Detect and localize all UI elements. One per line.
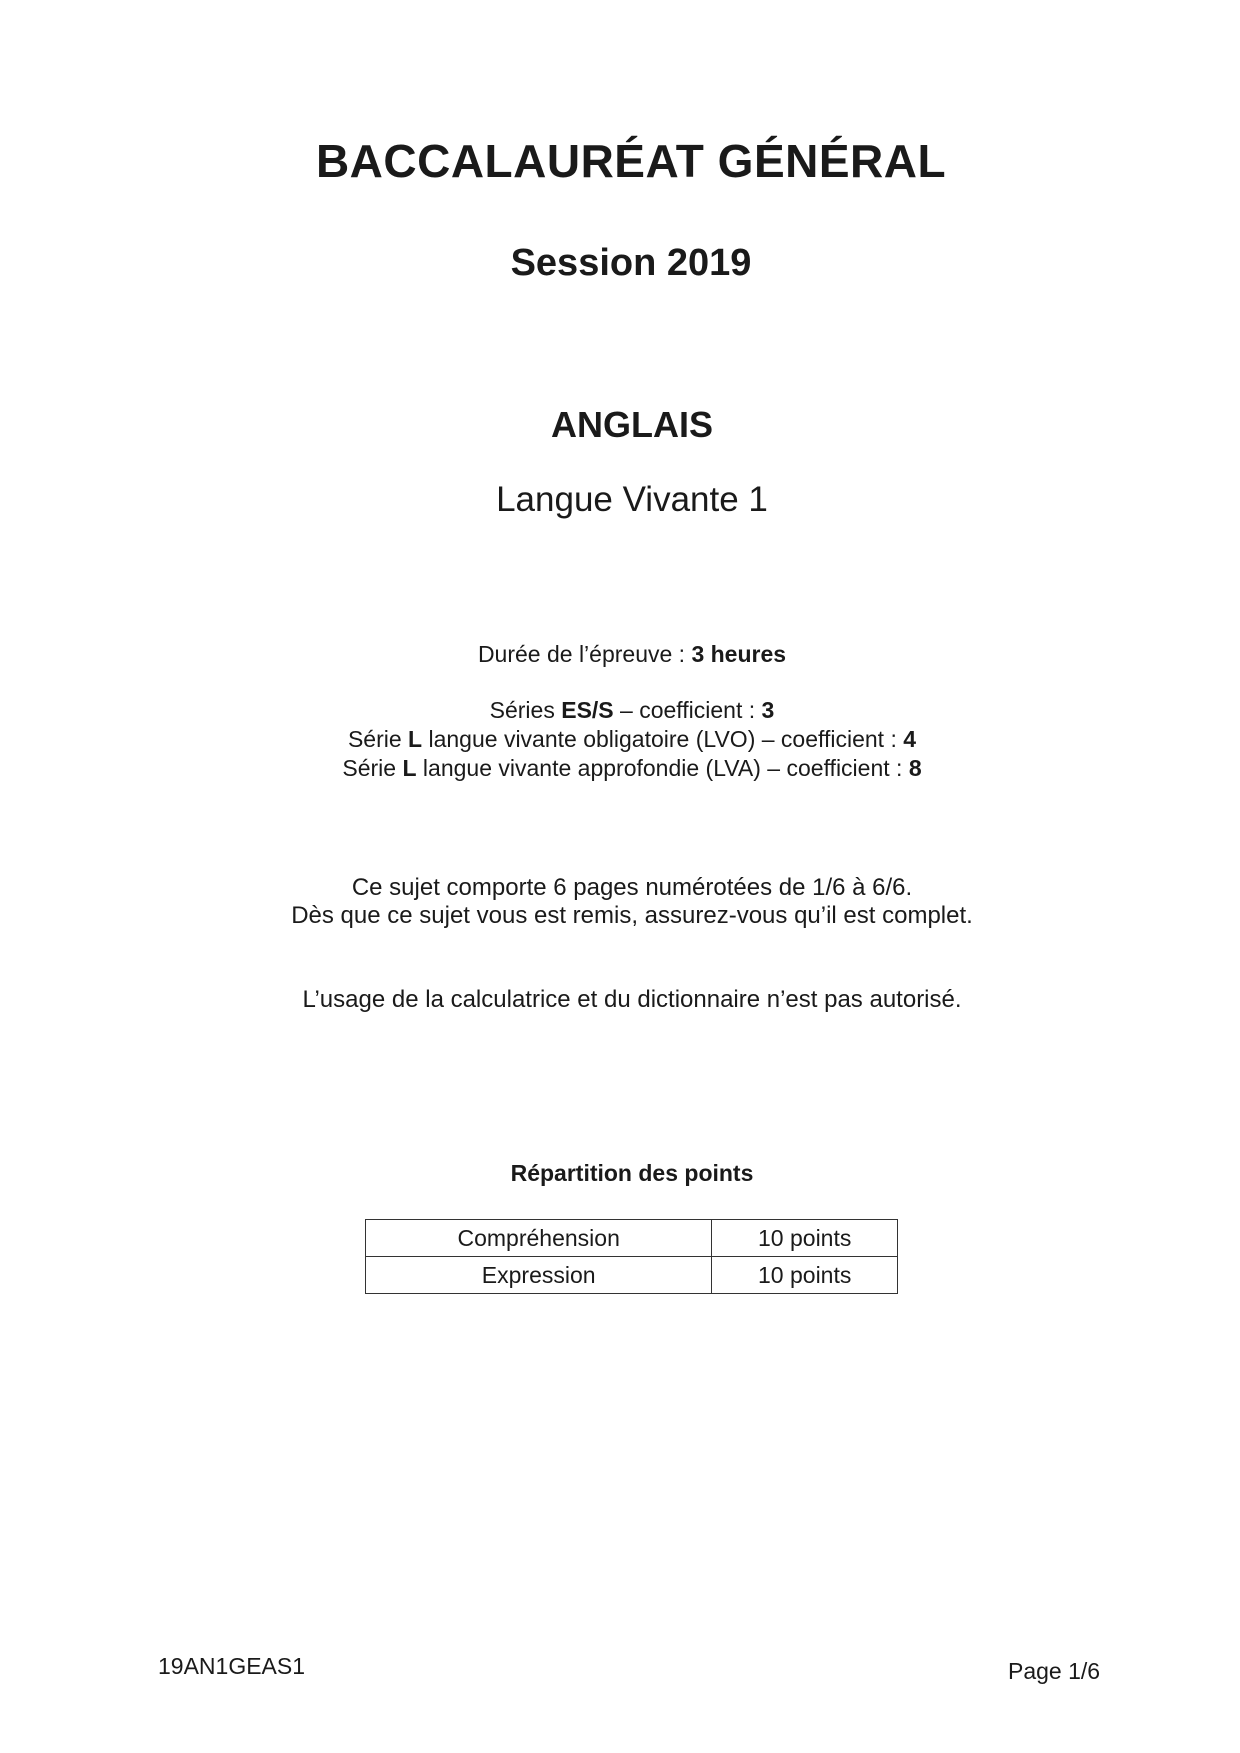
- table-cell-label: Compréhension: [366, 1220, 712, 1257]
- serie-label: Séries: [489, 697, 562, 723]
- serie-code: L: [408, 726, 423, 752]
- completeness-notice: Dès que ce sujet vous est remis, assurez-vous qu’il est complet.: [291, 902, 973, 929]
- table-row: [366, 1220, 898, 1257]
- serie-label: Série: [342, 755, 403, 781]
- page-number: Page 1/6: [1008, 1658, 1101, 1684]
- language-level: Langue Vivante 1: [496, 480, 768, 519]
- serie-code: ES/S: [561, 697, 614, 723]
- serie-es-s-line: [12, 697, 1240, 724]
- serie-coefficient: 4: [903, 726, 917, 752]
- serie-coefficient: 8: [908, 755, 922, 781]
- points-distribution-table: [365, 1219, 898, 1294]
- table-cell-value: 10 points: [712, 1220, 898, 1257]
- exam-title: BACCALAURÉAT GÉNÉRAL: [315, 135, 947, 187]
- exam-duration: [12, 641, 1240, 668]
- table-row: [366, 1257, 898, 1294]
- serie-code: L: [402, 755, 417, 781]
- serie-l-lva-line: [12, 755, 1240, 782]
- exam-code: 19AN1GEAS1: [158, 1653, 306, 1679]
- points-distribution-title: Répartition des points: [510, 1160, 754, 1186]
- serie-coefficient: 3: [761, 697, 775, 723]
- calculator-dictionary-notice: L’usage de la calculatrice et du dictionnaire n’est pas autorisé.: [302, 986, 962, 1013]
- page-count-notice: Ce sujet comporte 6 pages numérotées de 1/6 à 6/6.: [351, 874, 913, 901]
- duration-label: Durée de l’épreuve :: [477, 641, 692, 667]
- serie-description: langue vivante obligatoire (LVO) – coefficient :: [422, 726, 904, 752]
- session-year: Session 2019: [510, 242, 752, 284]
- serie-description: langue vivante approfondie (LVA) – coefficient :: [416, 755, 909, 781]
- duration-value: 3 heures: [691, 641, 787, 667]
- subject-name: ANGLAIS: [551, 404, 713, 445]
- serie-description: – coefficient :: [613, 697, 762, 723]
- serie-l-lvo-line: [12, 726, 1240, 753]
- table-cell-value: 10 points: [712, 1257, 898, 1294]
- table-cell-label: Expression: [366, 1257, 712, 1294]
- serie-label: Série: [347, 726, 409, 752]
